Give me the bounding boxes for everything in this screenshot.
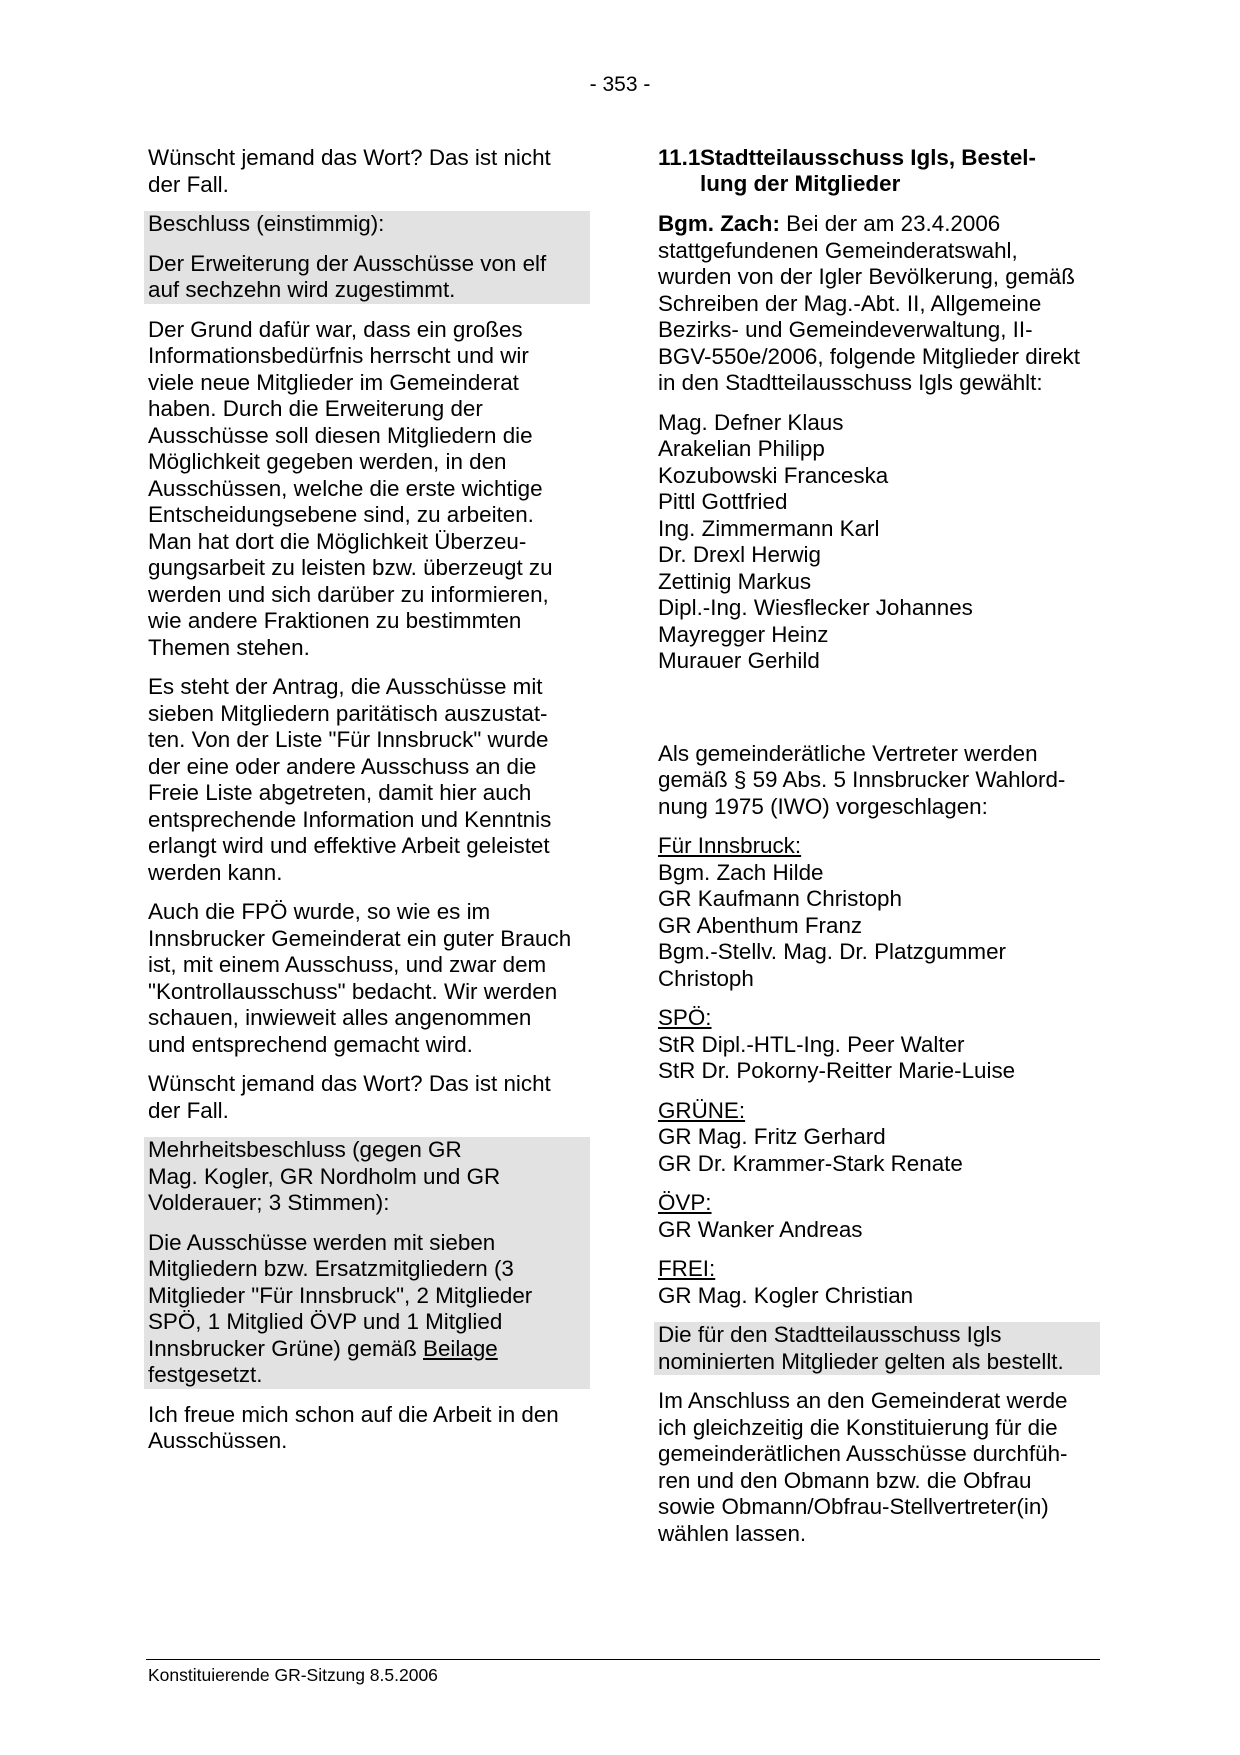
text-line: viele neue Mitglieder im Gemeinderat bbox=[148, 369, 519, 395]
text-line: werden kann. bbox=[148, 859, 283, 885]
paragraph-reason bbox=[148, 317, 590, 662]
decision-box-unanimous bbox=[144, 211, 590, 304]
text-line: Innsbrucker Gemeinderat ein guter Brauch bbox=[148, 925, 572, 951]
paragraph-motion bbox=[148, 674, 590, 886]
group-fuer-innsbruck bbox=[658, 833, 1100, 992]
text-line: gungsarbeit zu leisten bzw. überzeugt zu bbox=[148, 555, 553, 580]
text-line: Wünscht jemand das Wort? Das ist nicht bbox=[148, 1071, 551, 1096]
text-line: Mehrheitsbeschluss (gegen GR bbox=[148, 1137, 462, 1162]
paragraph-intro bbox=[658, 211, 1100, 397]
text-line: Die für den Stadtteilausschuss Igls bbox=[658, 1322, 1002, 1347]
section-heading bbox=[658, 145, 1100, 197]
text-line: stattgefundenen Gemeinderatswahl, bbox=[658, 237, 1018, 263]
decision-box-majority bbox=[144, 1137, 590, 1389]
text-line: werden und sich darüber zu informieren, bbox=[148, 581, 549, 607]
right-column bbox=[658, 145, 1100, 1560]
decision-title bbox=[148, 1137, 582, 1217]
list-item: GR Mag. Kogler Christian bbox=[658, 1282, 914, 1308]
paragraph-closing-right bbox=[658, 1388, 1100, 1547]
text-line: der Fall. bbox=[148, 1097, 229, 1123]
text-line: "Kontrollausschuss" bedacht. Wir werden bbox=[148, 978, 558, 1004]
text-line: lung der Mitglieder bbox=[700, 171, 901, 196]
list-item: Murauer Gerhild bbox=[658, 648, 820, 673]
text-line: Bezirks- und Gemeindeverwaltung, II- bbox=[658, 317, 1033, 342]
text-line: ich gleichzeitig die Konstituierung für die bbox=[658, 1414, 1058, 1440]
list-item: Zettinig Markus bbox=[658, 568, 812, 594]
text-line: Informationsbedürfnis herrscht und wir bbox=[148, 343, 529, 368]
group-label: GRÜNE: bbox=[658, 1097, 746, 1123]
list-item: Ing. Zimmermann Karl bbox=[658, 515, 880, 541]
text-line: auf sechzehn wird zugestimmt. bbox=[148, 277, 456, 302]
group-oevp bbox=[658, 1190, 1100, 1243]
group-gruene bbox=[658, 1098, 1100, 1178]
list-item: Pittl Gottfried bbox=[658, 489, 788, 514]
text-line: Ausschüssen. bbox=[148, 1428, 288, 1453]
list-item: Dipl.-Ing. Wiesflecker Johannes bbox=[658, 595, 973, 620]
text-line: Mag. Kogler, GR Nordholm und GR bbox=[148, 1163, 501, 1189]
list-item: StR Dr. Pokorny-Reitter Marie-Luise bbox=[658, 1058, 1016, 1083]
text-line: Im Anschluss an den Gemeinderat werde bbox=[658, 1388, 1068, 1413]
text-line: gemäß § 59 Abs. 5 Innsbrucker Wahlord- bbox=[658, 767, 1066, 792]
text-line: Mitgliedern bzw. Ersatzmitgliedern (3 bbox=[148, 1256, 514, 1281]
text-line: Möglichkeit gegeben werden, in den bbox=[148, 449, 507, 474]
list-item: Kozubowski Franceska bbox=[658, 462, 889, 488]
left-column bbox=[148, 145, 590, 1468]
text-line: Themen stehen. bbox=[148, 634, 310, 660]
list-item: Arakelian Philipp bbox=[658, 436, 825, 461]
group-frei bbox=[658, 1256, 1100, 1309]
group-label: ÖVP: bbox=[658, 1190, 712, 1215]
text-line: Mitglieder "Für Innsbruck", 2 Mitglieder bbox=[148, 1282, 533, 1308]
list-item: Christoph bbox=[658, 965, 754, 991]
paragraph-wortmeldung-1 bbox=[148, 145, 590, 198]
text-line: Freie Liste abgetreten, damit hier auch bbox=[148, 780, 532, 805]
group-label: SPÖ: bbox=[658, 1005, 712, 1030]
footer-text: Konstituierende GR-Sitzung 8.5.2006 bbox=[148, 1665, 438, 1685]
paragraph-proposal bbox=[658, 741, 1100, 821]
text-line: SPÖ, 1 Mitglied ÖVP und 1 Mitglied bbox=[148, 1309, 503, 1334]
text-line: festgesetzt. bbox=[148, 1362, 263, 1387]
decision-title: Beschluss (einstimmig): bbox=[148, 211, 385, 236]
text-line: der Fall. bbox=[148, 171, 229, 197]
list-item: GR Kaufmann Christoph bbox=[658, 886, 902, 911]
text-line: Der Erweiterung der Ausschüsse von elf bbox=[148, 250, 547, 276]
text-line: Ausschüsse soll diesen Mitgliedern die bbox=[148, 422, 533, 448]
text-line: wurden von der Igler Bevölkerung, gemäß bbox=[658, 264, 1075, 289]
text-line: entsprechende Information und Kenntnis bbox=[148, 806, 552, 832]
list-item: Bgm. Zach Hilde bbox=[658, 859, 824, 885]
list-item: Bgm.-Stellv. Mag. Dr. Platzgummer bbox=[658, 939, 1006, 964]
group-spoe bbox=[658, 1005, 1100, 1085]
list-item: GR Abenthum Franz bbox=[658, 912, 863, 938]
text-line: sieben Mitgliedern paritätisch auszustat- bbox=[148, 700, 548, 726]
paragraph-wortmeldung-2 bbox=[148, 1071, 590, 1124]
text-line: Stadtteilausschuss Igls, Bestel- bbox=[700, 145, 1036, 170]
text-line: nung 1975 (IWO) vorgeschlagen: bbox=[658, 793, 988, 819]
list-item: Mayregger Heinz bbox=[658, 621, 829, 647]
text-line: Wünscht jemand das Wort? Das ist nicht bbox=[148, 145, 551, 170]
text-line: erlangt wird und effektive Arbeit geleistet bbox=[148, 833, 550, 858]
list-item: StR Dipl.-HTL-Ing. Peer Walter bbox=[658, 1031, 965, 1057]
decision-text bbox=[148, 251, 582, 304]
text-line: gemeinderätlichen Ausschüsse durchfüh- bbox=[658, 1441, 1068, 1466]
text-line: Schreiben der Mag.-Abt. II, Allgemeine bbox=[658, 290, 1042, 316]
decision-text bbox=[148, 1230, 582, 1389]
text-line: Entscheidungsebene sind, zu arbeiten. bbox=[148, 502, 534, 527]
text-line: Volderauer; 3 Stimmen): bbox=[148, 1190, 390, 1215]
text-line: ren und den Obmann bzw. die Obfrau bbox=[658, 1467, 1032, 1493]
text-line: Bei der am 23.4.2006 bbox=[779, 211, 1001, 236]
text-line: wählen lassen. bbox=[658, 1520, 807, 1546]
beilage-link[interactable]: Beilage bbox=[423, 1335, 498, 1361]
speaker-name: Bgm. Zach: bbox=[658, 211, 780, 236]
paragraph-fpoe bbox=[148, 899, 590, 1058]
text-line: haben. Durch die Erweiterung der bbox=[148, 396, 483, 421]
text-line: sowie Obmann/Obfrau-Stellvertreter(in) bbox=[658, 1494, 1049, 1519]
section-title bbox=[700, 145, 1060, 197]
text-line: Auch die FPÖ wurde, so wie es im bbox=[148, 899, 491, 924]
text-line: nominierten Mitglieder gelten als bestellt. bbox=[658, 1348, 1064, 1374]
decision-box-appointed bbox=[654, 1322, 1100, 1375]
text-line: Es steht der Antrag, die Ausschüsse mit bbox=[148, 674, 543, 699]
group-label: Für Innsbruck: bbox=[658, 833, 802, 858]
list-item: GR Mag. Fritz Gerhard bbox=[658, 1124, 886, 1149]
text-line: und entsprechend gemacht wird. bbox=[148, 1031, 473, 1057]
list-item: Mag. Defner Klaus bbox=[658, 409, 844, 435]
text-line: Ich freue mich schon auf die Arbeit in den bbox=[148, 1401, 559, 1427]
text-line: Innsbrucker Grüne) gemäß bbox=[148, 1335, 424, 1361]
text-line: Als gemeinderätliche Vertreter werden bbox=[658, 740, 1038, 766]
text-line: in den Stadtteilausschuss Igls gewählt: bbox=[658, 370, 1043, 395]
group-label: FREI: bbox=[658, 1256, 716, 1281]
text-line: ten. Von der Liste "Für Innsbruck" wurde bbox=[148, 727, 549, 752]
text-line: Der Grund dafür war, dass ein großes bbox=[148, 316, 523, 342]
list-item: GR Dr. Krammer-Stark Renate bbox=[658, 1150, 963, 1176]
text-line: Man hat dort die Möglichkeit Überzeu- bbox=[148, 528, 527, 554]
text-line: ist, mit einem Ausschuss, und zwar dem bbox=[148, 952, 547, 977]
footer-divider bbox=[146, 1659, 1100, 1660]
text-line: BGV-550e/2006, folgende Mitglieder direkt bbox=[658, 343, 1080, 369]
member-list bbox=[658, 410, 1100, 675]
page-number: - 353 - bbox=[589, 73, 651, 96]
text-line: wie andere Fraktionen zu bestimmten bbox=[148, 608, 522, 633]
list-item: Dr. Drexl Herwig bbox=[658, 542, 821, 567]
text-line: Ausschüssen, welche die erste wichtige bbox=[148, 475, 543, 501]
paragraph-closing-left bbox=[148, 1402, 590, 1455]
text-line: der eine oder andere Ausschuss an die bbox=[148, 753, 537, 779]
text-line: Die Ausschüsse werden mit sieben bbox=[148, 1229, 496, 1255]
text-line: schauen, inwieweit alles angenommen bbox=[148, 1005, 532, 1030]
list-item: GR Wanker Andreas bbox=[658, 1216, 863, 1242]
decision-text bbox=[658, 1322, 1092, 1375]
section-number: 11.1 bbox=[658, 145, 701, 170]
